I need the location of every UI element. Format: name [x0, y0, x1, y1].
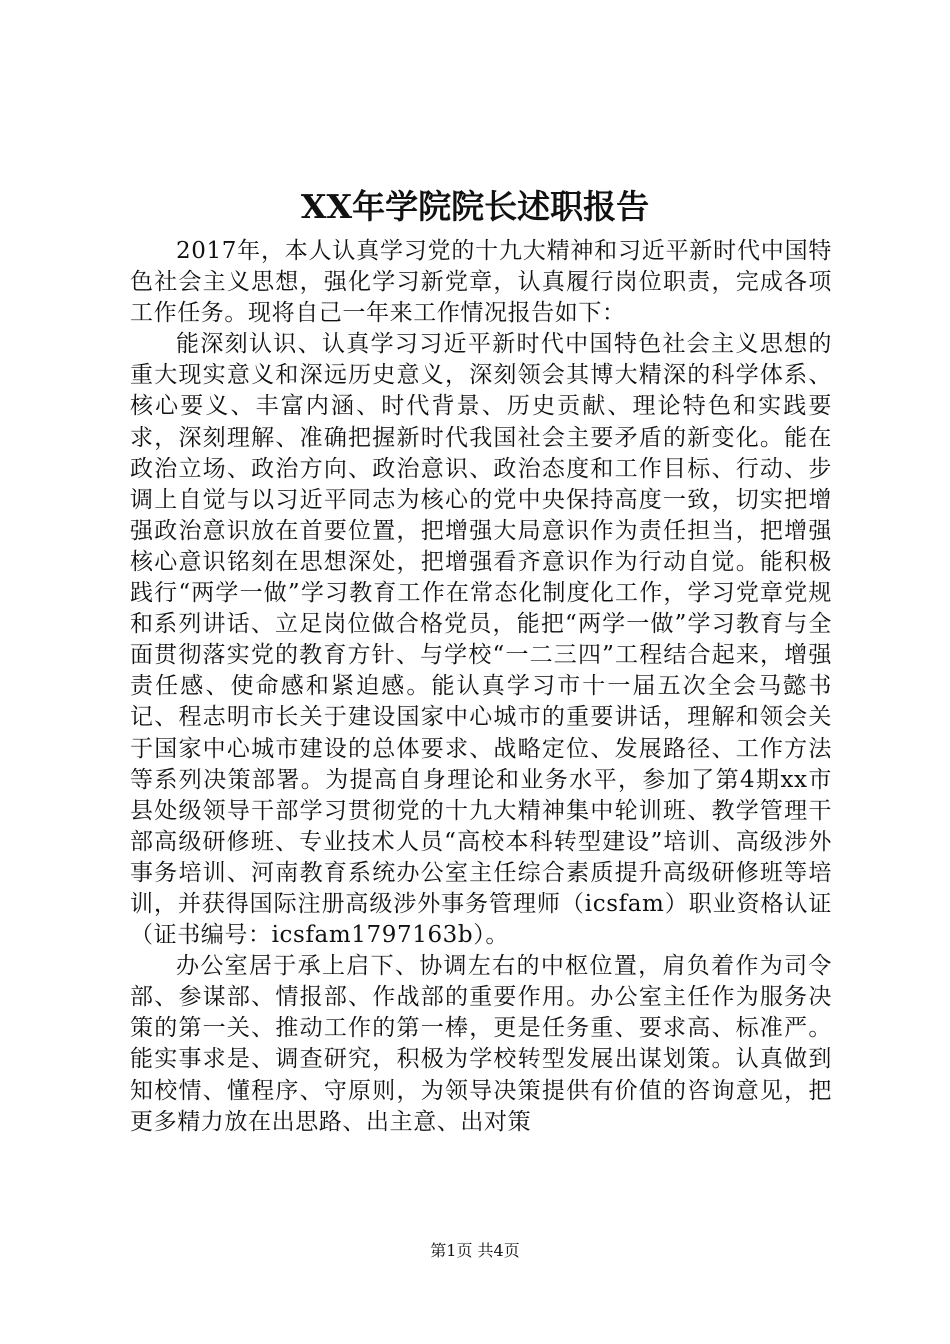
paragraph-intro: 2017年，本人认真学习党的十九大精神和习近平新时代中国特色社会主义思想，强化学习新党章，认真履行岗位职责，完成各项工作任务。现将自己一年来工作情况报告如下： [130, 238, 832, 327]
paragraph-political-study: 能深刻认识、认真学习习近平新时代中国特色社会主义思想的重大现实意义和深远历史意义，深刻领会其博大精深的科学体系、核心要义、丰富内涵、时代背景、历史贡献、理论特色和实践要求，深刻理解、准确把握新时代我国社会主要矛盾的新变化。能在政治立场、政治方向、政治意识、政治态度和工作目标、行动、步调上自觉与以习近平同志为核心的党中央保持高度一致，切实把增强政治意识放在首要位置，把增强大局意识作为责任担当，把增强核心意识铭刻在思想深处，把增强看齐意识作为行动自觉。能积极践行“两学一做”学习教育工作在常态化制度化工作，学习党章党规和系列讲话、立足岗位做合格党员，能把“两学一做”学习教育与全面贯彻落实党的教育方针、与学校“一二三四”工程结合起来，增强责任感、使命感和紧迫感。能认真学习市十一届五次全会马懿书记、程志明市长关于建设国家中心城市的重要讲话，理解和领会关于国家中心城市建设的总体要求、战略定位、发展路径、工作方法等系列决策部署。为提高自身理论和业务水平，参加了第4期xx市县处级领导干部学习贯彻党的十九大精神集中轮训班、教学管理干部高级研修班、专业技术人员“高校本科转型建设”培训、高级涉外事务培训、河南教育系统办公室主任综合素质提升高级研修班等培训，并获得国际注册高级涉外事务管理师（icsfam）职业资格认证（证书编号：icsfam1797163b）。 [130, 331, 832, 949]
document-body [130, 236, 832, 1138]
page-footer: 第1页 共4页 [430, 1241, 520, 1260]
paragraph-office-work: 办公室居于承上启下、协调左右的中枢位置，肩负着作为司令部、参谋部、情报部、作战部的重要作用。办公室主任作为服务决策的第一关、推动工作的第一棒，更是任务重、要求高、标准严。能实事求是、调查研究，积极为学校转型发展出谋划策。认真做到知校情、懂程序、守原则，为领导决策提供有价值的咨询意见，把更多精力放在出思路、出主意、出对策 [130, 953, 832, 1135]
document-title: XX年学院院长述职报告 [300, 187, 650, 226]
